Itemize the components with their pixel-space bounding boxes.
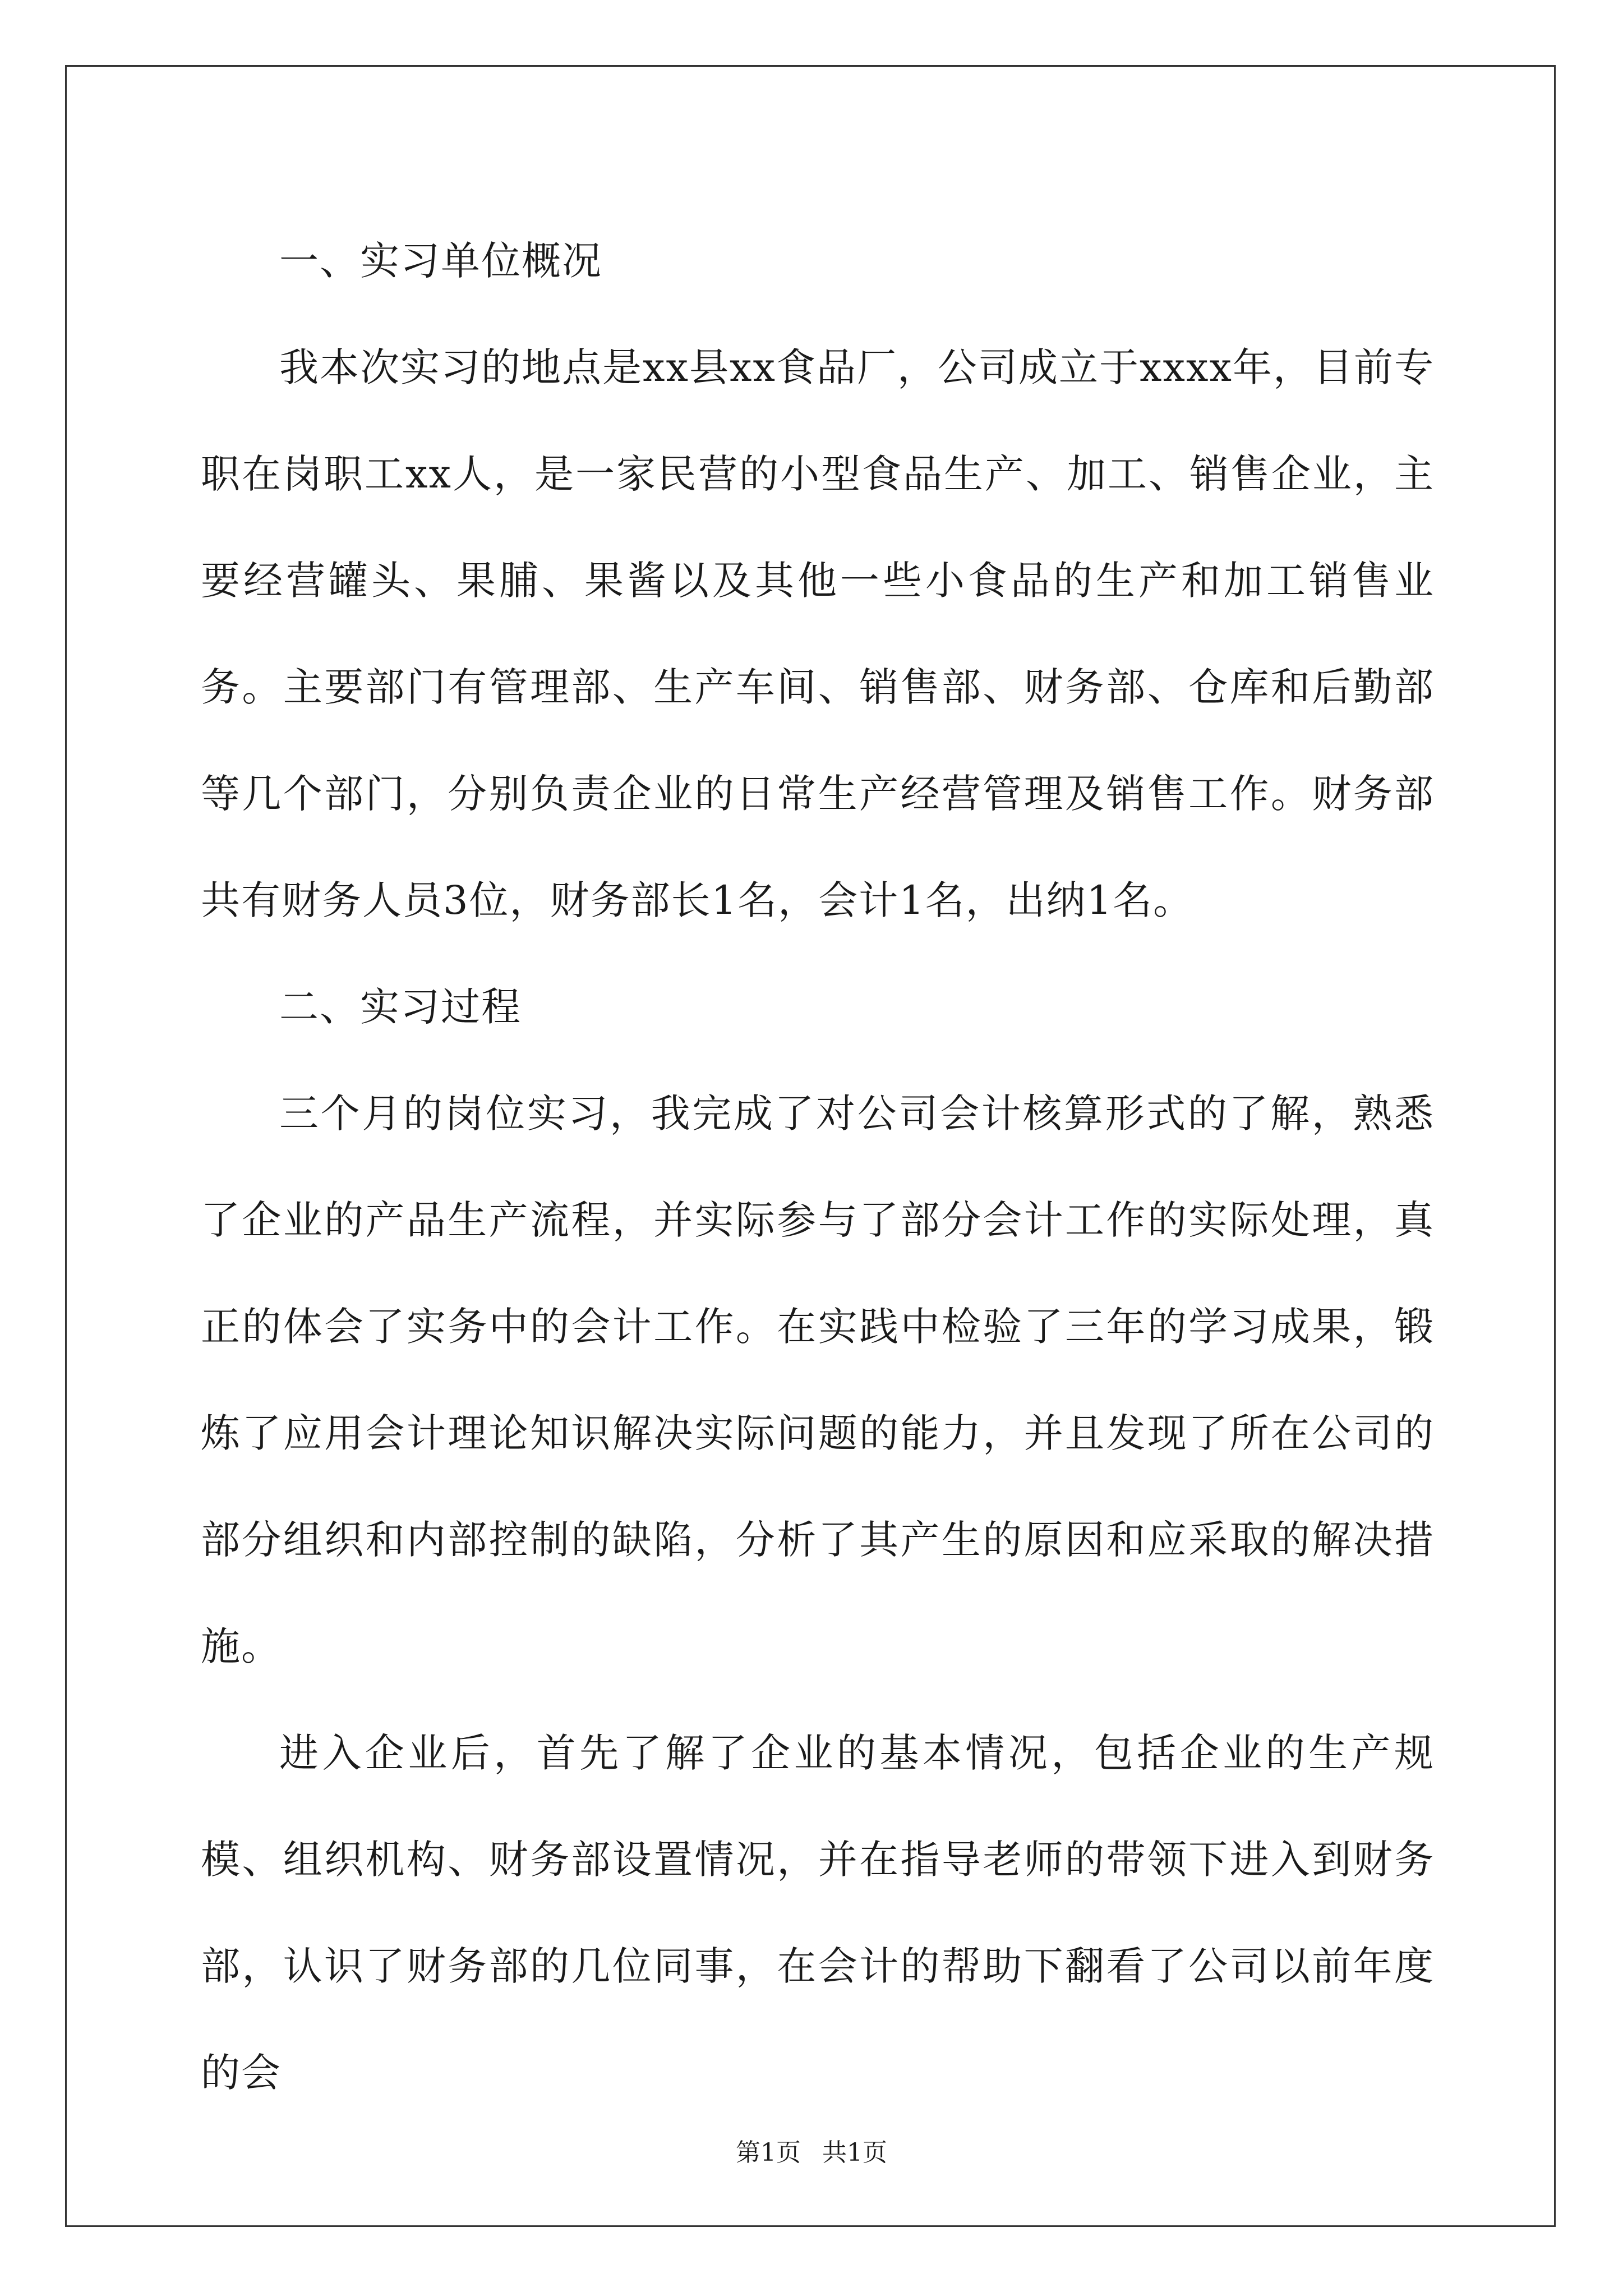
page-number: 第1页 — [736, 2138, 801, 2167]
paragraph-2: 三个月的岗位实习，我完成了对公司会计核算形式的了解，熟悉了企业的产品生产流程，并实际参与了部分会计工作的实际处理，真正的体会了实务中的会计工作。在实践中检验了三年的学习成果，锻炼了应用会计理论知识解决实际问题的能力，并且发现了所在公司的部分组织和内部控制的缺陷，分析了其产生的原因和应采取的解决措施。 — [201, 1091, 1435, 1669]
paragraph-3: 进入企业后，首先了解了企业的基本情况，包括企业的生产规模、组织机构、财务部设置情况，并在指导老师的带领下进入到财务部，认识了财务部的几位同事，在会计的帮助下翻看了公司以前年度的会 — [201, 1730, 1435, 2096]
page-footer — [0, 2136, 1623, 2170]
paragraph-1: 我本次实习的地点是xx县xx食品厂，公司成立于xxxx年，目前专职在岗职工xx人，是一家民营的小型食品生产、加工、销售企业，主要经营罐头、果脯、果酱以及其他一些小食品的生产和加工销售业务。主要部门有管理部、生产车间、销售部、财务部、仓库和后勤部等几个部门，分别负责企业的日常生产经营管理及销售工作。财务部共有财务人员3位，财务部长1名，会计1名，出纳1名。 — [201, 344, 1435, 923]
page-total: 共1页 — [822, 2138, 887, 2167]
document-body — [201, 208, 1435, 2126]
section-heading-2: 二、实习过程 — [279, 984, 522, 1030]
section-heading-1: 一、实习单位概况 — [279, 238, 602, 284]
